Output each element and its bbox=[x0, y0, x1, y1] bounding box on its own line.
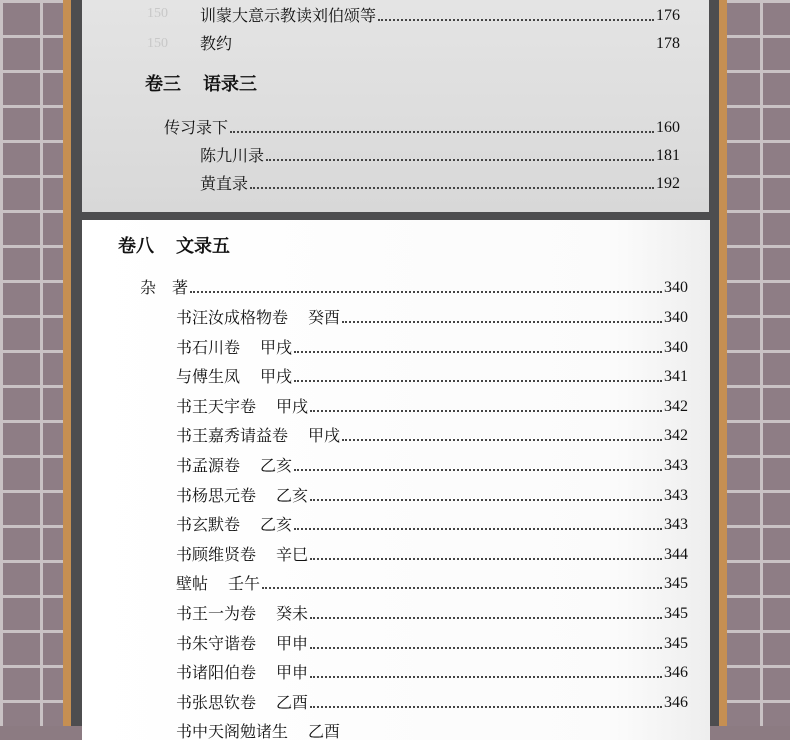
toc-entry-page: 345 bbox=[664, 575, 688, 593]
toc-entry-page: 176 bbox=[656, 7, 680, 24]
toc-entry-page: 346 bbox=[664, 693, 688, 711]
toc-entry bbox=[176, 722, 688, 740]
toc-entry-page: 160 bbox=[656, 119, 680, 136]
toc-entry bbox=[200, 174, 680, 194]
toc-entry-label: 书张思钦卷 bbox=[176, 692, 257, 712]
toc-entry-label: 书朱守谐卷 bbox=[176, 633, 257, 653]
toc-entry-page: 181 bbox=[656, 147, 680, 164]
toc-entry-page: 341 bbox=[664, 368, 688, 386]
toc-entry-era: 壬午 bbox=[228, 574, 261, 594]
toc-entry-page: 346 bbox=[664, 664, 688, 682]
toc-entry-page: 192 bbox=[656, 175, 680, 192]
toc-category-label: 杂 著 bbox=[140, 278, 189, 297]
toc-entry bbox=[164, 118, 680, 138]
toc-entry bbox=[176, 308, 688, 328]
volume-number: 卷三 bbox=[145, 74, 181, 95]
toc-entry-label: 陈九川录 bbox=[200, 146, 265, 165]
leader-dots bbox=[266, 159, 654, 161]
toc-entry-page: 343 bbox=[664, 516, 688, 534]
leader-dots bbox=[250, 187, 654, 189]
bleed-through-text: 150 bbox=[147, 36, 168, 51]
toc-entry bbox=[176, 634, 688, 654]
volume-title: 语录三 bbox=[203, 74, 257, 95]
section-heading bbox=[118, 232, 230, 258]
toc-entry-era: 乙酉 bbox=[276, 692, 309, 712]
toc-entry-label: 黄直录 bbox=[200, 174, 249, 193]
toc-entry-label: 训蒙大意示教读刘伯颂等 bbox=[200, 6, 377, 25]
leader-dots bbox=[294, 469, 662, 471]
bleed-through-text: 150 bbox=[147, 6, 168, 21]
toc-entry-label: 书王嘉秀请益卷 bbox=[176, 426, 289, 446]
toc-entry-page: 340 bbox=[664, 338, 688, 356]
toc-entry-era: 甲戌 bbox=[260, 367, 293, 387]
toc-entry-page: 344 bbox=[664, 545, 688, 563]
toc-entry-era: 乙亥 bbox=[260, 456, 293, 475]
leader-dots bbox=[342, 321, 662, 323]
toc-entry bbox=[176, 397, 688, 417]
volume-title: 文录五 bbox=[176, 236, 230, 257]
leader-dots bbox=[190, 291, 662, 293]
toc-entry-label: 教约 bbox=[200, 34, 233, 53]
leader-dots bbox=[230, 131, 654, 133]
toc-entry-era: 甲申 bbox=[276, 663, 309, 683]
leader-dots bbox=[294, 351, 662, 353]
toc-entry bbox=[200, 34, 680, 54]
toc-entry-era: 甲戌 bbox=[308, 426, 341, 446]
toc-entry-label: 壁帖 bbox=[176, 574, 209, 594]
toc-entry-label: 书王一为卷 bbox=[176, 604, 257, 623]
toc-entry-page: 345 bbox=[664, 605, 688, 622]
toc-entry-era: 癸未 bbox=[276, 604, 309, 623]
toc-entry-era: 甲戌 bbox=[276, 396, 309, 416]
leader-dots bbox=[310, 410, 662, 412]
toc-entry-era: 乙亥 bbox=[260, 515, 293, 535]
leader-dots bbox=[310, 617, 662, 619]
toc-entry bbox=[176, 456, 688, 476]
toc-entry-era: 乙亥 bbox=[276, 485, 309, 505]
toc-entry-label: 书王天宇卷 bbox=[176, 396, 257, 416]
leader-dots bbox=[262, 587, 662, 589]
leader-dots bbox=[310, 706, 662, 708]
toc-entry bbox=[176, 515, 688, 535]
toc-entry bbox=[176, 486, 688, 506]
leader-dots bbox=[342, 439, 662, 441]
toc-entry-page: 340 bbox=[664, 309, 688, 326]
toc-entry-label: 书石川卷 bbox=[176, 337, 241, 357]
toc-page-bottom bbox=[82, 220, 710, 740]
toc-entry-label: 传习录下 bbox=[164, 118, 229, 137]
leader-dots bbox=[294, 528, 662, 530]
toc-entry bbox=[200, 146, 680, 166]
toc-entry-label: 书玄默卷 bbox=[176, 515, 241, 535]
toc-entry-page: 178 bbox=[656, 35, 680, 52]
toc-entry-era: 癸酉 bbox=[308, 308, 341, 327]
toc-entry bbox=[176, 367, 688, 387]
toc-entry-era: 辛巳 bbox=[276, 544, 309, 564]
leader-dots bbox=[310, 558, 662, 560]
toc-entry-page: 343 bbox=[664, 457, 688, 474]
leader-dots bbox=[378, 19, 654, 21]
leader-dots bbox=[310, 676, 662, 678]
toc-entry bbox=[176, 693, 688, 713]
section-heading bbox=[145, 70, 257, 96]
leader-dots bbox=[310, 499, 662, 501]
toc-entry-era: 甲申 bbox=[276, 633, 309, 653]
toc-entry-page: 345 bbox=[664, 634, 688, 652]
toc-entry-page: 342 bbox=[664, 427, 688, 445]
leader-dots bbox=[310, 647, 662, 649]
toc-entry-label: 书中天阁勉诸生 bbox=[176, 722, 289, 740]
leader-dots bbox=[294, 380, 662, 382]
volume-number: 卷八 bbox=[118, 236, 154, 257]
toc-entry-label: 与傅生凤 bbox=[176, 367, 241, 387]
toc-entry bbox=[176, 604, 688, 624]
toc-entry-label: 书顾维贤卷 bbox=[176, 544, 257, 564]
toc-entry-label: 书杨思元卷 bbox=[176, 485, 257, 505]
toc-entry bbox=[176, 338, 688, 358]
toc-entry-label: 书汪汝成格物卷 bbox=[176, 308, 289, 327]
toc-entry bbox=[176, 663, 688, 683]
toc-entry-era: 甲戌 bbox=[260, 337, 293, 357]
toc-entry bbox=[176, 426, 688, 446]
toc-entry-page: 343 bbox=[664, 486, 688, 504]
toc-entry-label: 书诸阳伯卷 bbox=[176, 663, 257, 683]
toc-entry-era: 乙酉 bbox=[308, 722, 341, 740]
toc-entry-page: 340 bbox=[664, 279, 688, 296]
toc-category bbox=[140, 278, 688, 298]
toc-entry bbox=[176, 574, 688, 594]
toc-entry bbox=[200, 6, 680, 26]
toc-entry-label: 书孟源卷 bbox=[176, 456, 241, 475]
toc-page-top bbox=[82, 0, 709, 212]
toc-entry bbox=[176, 545, 688, 565]
toc-entry-page: 342 bbox=[664, 397, 688, 415]
